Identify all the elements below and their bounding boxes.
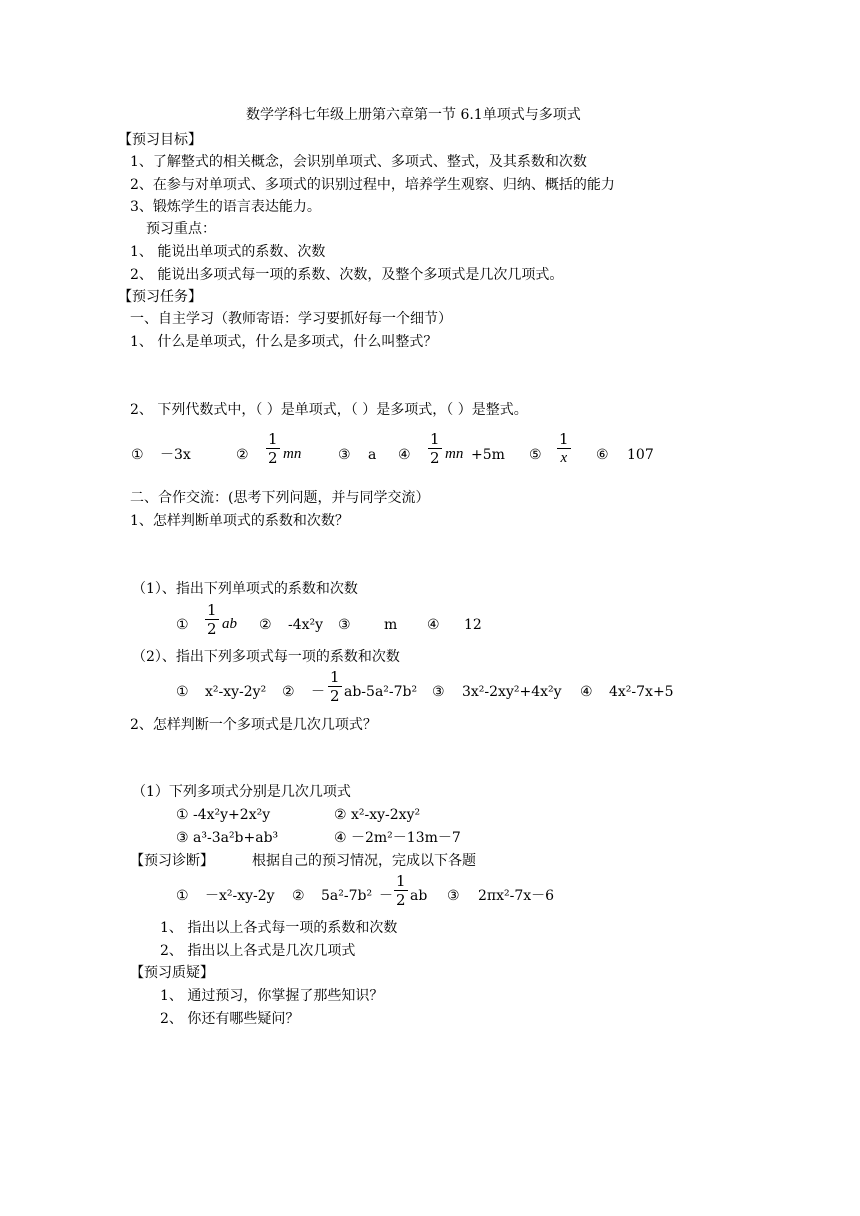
fraction-one-over-x: 1 x	[559, 430, 569, 466]
expression-sign: －	[379, 888, 393, 904]
fraction-half: 1 2	[268, 430, 278, 467]
option-marker: ⑤	[529, 447, 542, 463]
expression: 2πx²-7x－6	[478, 888, 555, 904]
fraction-half: 1 2	[396, 872, 406, 909]
section-cooperation: 二、合作交流：(思考下列问题，并与同学交流）	[130, 490, 430, 506]
expression: m	[384, 617, 398, 633]
question-2: 2、 下列代数式中，（ ）是单项式，（ ）是多项式，（ ）是整式。	[130, 402, 528, 418]
keypoint-item-1: 1、 能说出单项式的系数、次数	[130, 244, 326, 260]
fraction-half: 1 2	[330, 668, 340, 705]
option-marker: ③	[432, 684, 445, 700]
option-marker: ③	[447, 888, 460, 904]
question-4: 2、怎样判断一个多项式是几次几项式？	[130, 717, 377, 733]
option-marker: ⑥	[596, 447, 609, 463]
expression-tail: +5m	[471, 447, 505, 463]
expression-variable: ab	[222, 616, 237, 632]
expression-sign: －	[311, 684, 325, 700]
polynomial-option-4: ④ －2m²－13m－7	[334, 830, 461, 846]
option-marker: ①	[176, 684, 189, 700]
expression: x²-xy-2y²	[205, 684, 267, 700]
questions-heading: 【预习质疑】	[130, 965, 214, 981]
expression-variable: mn	[283, 446, 302, 462]
objective-item-3: 3、锻炼学生的语言表达能力。	[130, 199, 321, 215]
page-title: 数学学科七年级上册第六章第一节 6.1单项式与多项式	[246, 107, 581, 123]
expression: 3x²-2xy²+4x²y	[462, 684, 562, 700]
option-marker: ②	[236, 447, 249, 463]
diagnosis-heading: 【预习诊断】	[130, 853, 214, 869]
expression: -4x²y	[288, 617, 324, 633]
expression: 107	[627, 447, 654, 463]
keypoints-heading: 预习重点：	[146, 221, 216, 237]
tasks-heading: 【预习任务】	[118, 289, 202, 305]
option-marker: ③	[338, 447, 351, 463]
question-4-1: （1）下列多项式分别是几次几项式	[132, 784, 351, 800]
option-marker: ①	[176, 888, 189, 904]
objectives-heading: 【预习目标】	[118, 132, 202, 148]
diagnosis-item-1: 1、 指出以上各式每一项的系数和次数	[160, 920, 398, 936]
expression: 4x²-7x+5	[609, 684, 674, 700]
expression: 12	[464, 617, 482, 633]
option-marker: ③	[338, 617, 351, 633]
question-3-1: （1）、指出下列单项式的系数和次数	[132, 581, 358, 597]
polynomial-option-1: ① -4x²y+2x²y	[176, 807, 271, 823]
question-3-2: （2）、指出下列多项式每一项的系数和次数	[132, 649, 400, 665]
option-marker: ②	[259, 617, 272, 633]
polynomial-option-3: ③ a³-3a²b+ab³	[176, 830, 279, 846]
expression: a	[368, 447, 377, 463]
question-item-1: 1、 通过预习，你掌握了那些知识？	[160, 988, 384, 1004]
question-3: 1、怎样判断单项式的系数和次数？	[130, 513, 349, 529]
option-marker: ④	[580, 684, 593, 700]
polynomial-option-2: ② x²-xy-2xy²	[334, 807, 421, 823]
objective-item-1: 1、了解整式的相关概念，会识别单项式、多项式、整式，及其系数和次数	[130, 154, 587, 170]
option-marker: ④	[427, 617, 440, 633]
diagnosis-item-2: 2、 指出以上各式是几次几项式	[160, 943, 356, 959]
diagnosis-intro: 根据自己的预习情况，完成以下各题	[252, 853, 476, 869]
expression-tail: ab-5a²-7b²	[344, 684, 418, 700]
question-1: 1、 什么是单项式，什么是多项式，什么叫整式？	[130, 334, 438, 350]
option-marker: ②	[282, 684, 295, 700]
expression: －x²-xy-2y	[205, 888, 275, 904]
expression-head: 5a²-7b²	[321, 888, 373, 904]
option-marker: ①	[176, 617, 189, 633]
expression-variable: mn	[445, 446, 464, 462]
keypoint-item-2: 2、 能说出多项式每一项的系数、次数，及整个多项式是几次几项式。	[130, 267, 564, 283]
expression: －3x	[160, 447, 191, 463]
question-item-2: 2、 你还有哪些疑问？	[160, 1011, 300, 1027]
option-marker: ①	[131, 447, 144, 463]
option-marker: ④	[398, 447, 411, 463]
expression-tail: ab	[410, 888, 428, 904]
fraction-half: 1 2	[207, 601, 217, 638]
objective-item-2: 2、在参与对单项式、多项式的识别过程中，培养学生观察、归纳、概括的能力	[130, 177, 615, 193]
fraction-half: 1 2	[430, 430, 440, 467]
option-marker: ②	[292, 888, 305, 904]
section-self-study: 一、自主学习（教师寄语：学习要抓好每一个细节）	[130, 311, 452, 327]
